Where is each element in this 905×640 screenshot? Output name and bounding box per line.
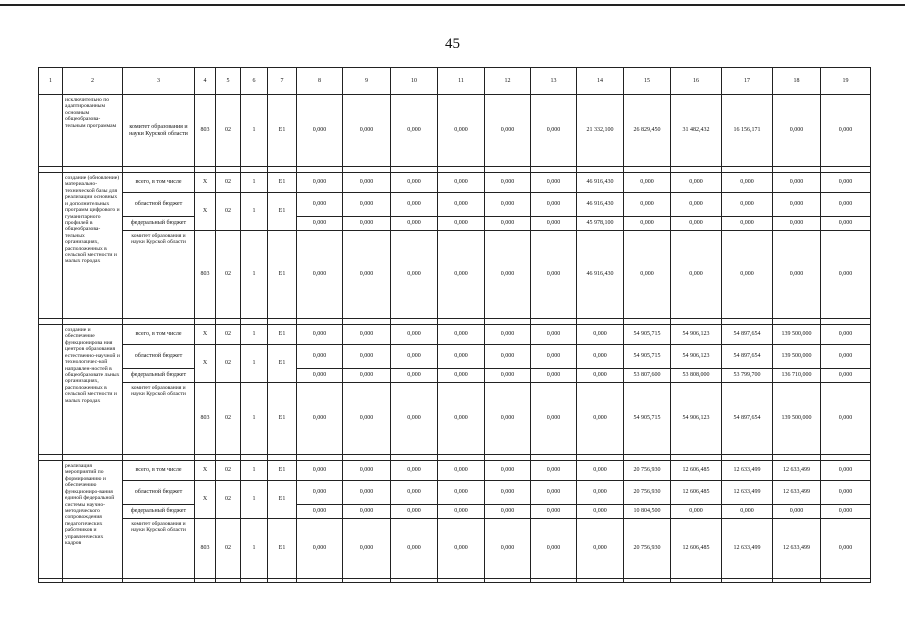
header-cell: 17 <box>722 68 773 95</box>
value-cell: 0,000 <box>485 231 531 319</box>
gap-cell <box>195 579 216 583</box>
value-cell: 0,000 <box>343 217 391 231</box>
code-cell-c7: E1 <box>268 481 297 519</box>
value-cell: 0,000 <box>671 231 722 319</box>
value-cell: 12 633,499 <box>773 519 821 579</box>
value-cell: 0,000 <box>531 383 577 455</box>
value-cell: 136 710,000 <box>773 369 821 383</box>
value-cell: 0,000 <box>485 505 531 519</box>
value-cell: 0,000 <box>531 461 577 481</box>
header-cell: 3 <box>123 68 195 95</box>
value-cell: 21 332,100 <box>577 95 624 167</box>
code-cell-c6: 1 <box>241 95 268 167</box>
value-cell: 0,000 <box>531 231 577 319</box>
value-cell: 0,000 <box>297 95 343 167</box>
value-cell: 0,000 <box>722 505 773 519</box>
value-cell: 0,000 <box>773 217 821 231</box>
code-cell-c4: X <box>195 461 216 481</box>
responsible-cell: федеральный бюджет <box>123 369 195 383</box>
table-row <box>39 217 871 231</box>
value-cell: 0,000 <box>485 345 531 369</box>
value-cell: 0,000 <box>438 217 485 231</box>
budget-table <box>38 67 871 583</box>
header-cell: 18 <box>773 68 821 95</box>
activity-name-cell: создание (обновление) материально-технической базы для реализации основных и дополнительных программ цифрового и гуманитарного профилей в общеобразова-тельных организациях, расположенных в сельской местности и малых городах <box>63 173 123 319</box>
value-cell: 0,000 <box>531 481 577 505</box>
code-cell-c7: E1 <box>268 173 297 193</box>
value-cell: 0,000 <box>722 193 773 217</box>
row-number-cell <box>39 325 63 455</box>
value-cell: 0,000 <box>391 325 438 345</box>
code-cell-c4: X <box>195 345 216 383</box>
gap-cell <box>531 579 577 583</box>
value-cell: 0,000 <box>343 345 391 369</box>
value-cell: 0,000 <box>531 369 577 383</box>
responsible-cell: федеральный бюджет <box>123 217 195 231</box>
value-cell: 0,000 <box>624 173 671 193</box>
value-cell: 0,000 <box>438 325 485 345</box>
value-cell: 0,000 <box>773 193 821 217</box>
header-cell: 2 <box>63 68 123 95</box>
value-cell: 0,000 <box>343 505 391 519</box>
value-cell: 20 756,930 <box>624 519 671 579</box>
value-cell: 0,000 <box>485 383 531 455</box>
code-cell-c6: 1 <box>241 325 268 345</box>
value-cell: 0,000 <box>577 345 624 369</box>
value-cell: 0,000 <box>577 383 624 455</box>
code-cell-c6: 1 <box>241 383 268 455</box>
code-cell-c4: 803 <box>195 519 216 579</box>
value-cell: 54 897,654 <box>722 345 773 369</box>
value-cell: 0,000 <box>531 95 577 167</box>
value-cell: 0,000 <box>391 369 438 383</box>
gap-cell <box>624 579 671 583</box>
value-cell: 139 500,000 <box>773 345 821 369</box>
value-cell: 0,000 <box>671 505 722 519</box>
value-cell: 0,000 <box>671 193 722 217</box>
value-cell: 53 799,700 <box>722 369 773 383</box>
value-cell: 12 633,499 <box>722 519 773 579</box>
value-cell: 0,000 <box>577 369 624 383</box>
value-cell: 0,000 <box>821 231 871 319</box>
value-cell: 20 756,930 <box>624 461 671 481</box>
value-cell: 0,000 <box>531 217 577 231</box>
value-cell: 0,000 <box>391 193 438 217</box>
value-cell: 0,000 <box>821 505 871 519</box>
value-cell: 12 606,485 <box>671 461 722 481</box>
value-cell: 0,000 <box>438 461 485 481</box>
value-cell: 54 905,715 <box>624 345 671 369</box>
value-cell: 0,000 <box>531 345 577 369</box>
value-cell: 0,000 <box>343 481 391 505</box>
code-cell-c7: E1 <box>268 345 297 383</box>
value-cell: 0,000 <box>297 481 343 505</box>
gap-cell <box>297 579 343 583</box>
code-cell-c7: E1 <box>268 193 297 231</box>
value-cell: 139 500,000 <box>773 383 821 455</box>
code-cell-c4: 803 <box>195 231 216 319</box>
header-cell: 6 <box>241 68 268 95</box>
value-cell: 12 633,499 <box>773 481 821 505</box>
value-cell: 0,000 <box>821 461 871 481</box>
value-cell: 54 897,654 <box>722 383 773 455</box>
code-cell-c6: 1 <box>241 345 268 383</box>
gap-cell <box>343 579 391 583</box>
value-cell: 16 156,171 <box>722 95 773 167</box>
code-cell-c5: 02 <box>216 461 241 481</box>
value-cell: 53 807,600 <box>624 369 671 383</box>
gap-cell <box>63 579 123 583</box>
responsible-cell: комитет образования и науки Курской области <box>123 231 195 319</box>
value-cell: 0,000 <box>297 461 343 481</box>
value-cell: 0,000 <box>624 193 671 217</box>
table-row <box>39 345 871 369</box>
value-cell: 0,000 <box>485 481 531 505</box>
value-cell: 0,000 <box>343 383 391 455</box>
value-cell: 0,000 <box>438 231 485 319</box>
code-cell-c5: 02 <box>216 481 241 519</box>
code-cell-c4: X <box>195 193 216 231</box>
value-cell: 31 482,432 <box>671 95 722 167</box>
value-cell: 0,000 <box>438 345 485 369</box>
value-cell: 10 804,500 <box>624 505 671 519</box>
header-cell: 1 <box>39 68 63 95</box>
value-cell: 12 606,485 <box>671 519 722 579</box>
value-cell: 0,000 <box>343 95 391 167</box>
value-cell: 0,000 <box>577 505 624 519</box>
code-cell-c6: 1 <box>241 481 268 519</box>
value-cell: 0,000 <box>438 369 485 383</box>
value-cell: 0,000 <box>297 217 343 231</box>
responsible-cell: комитет образования и науки Курской области <box>123 519 195 579</box>
value-cell: 0,000 <box>821 95 871 167</box>
activity-name-cell: реализация мероприятий по формированию и обеспечению функциониро-вания единой федеральной системы научно-методического сопровождения педагогических работников и управленческих кадров <box>63 461 123 579</box>
value-cell: 0,000 <box>438 519 485 579</box>
value-cell: 0,000 <box>391 383 438 455</box>
code-cell-c5: 02 <box>216 383 241 455</box>
value-cell: 0,000 <box>438 95 485 167</box>
value-cell: 54 905,715 <box>624 325 671 345</box>
responsible-cell: федеральный бюджет <box>123 505 195 519</box>
value-cell: 0,000 <box>722 231 773 319</box>
gap-cell <box>821 579 871 583</box>
gap-cell <box>438 579 485 583</box>
value-cell: 26 829,450 <box>624 95 671 167</box>
value-cell: 46 916,430 <box>577 173 624 193</box>
value-cell: 0,000 <box>391 217 438 231</box>
table-row <box>39 95 871 167</box>
gap-cell <box>671 579 722 583</box>
value-cell: 0,000 <box>297 369 343 383</box>
value-cell: 0,000 <box>531 325 577 345</box>
gap-cell <box>773 579 821 583</box>
table-row <box>39 461 871 481</box>
code-cell-c6: 1 <box>241 193 268 231</box>
value-cell: 0,000 <box>577 481 624 505</box>
gap-cell <box>577 579 624 583</box>
value-cell: 0,000 <box>671 173 722 193</box>
value-cell: 53 808,000 <box>671 369 722 383</box>
table-row <box>39 193 871 217</box>
value-cell: 0,000 <box>821 173 871 193</box>
table-bottom-row <box>39 579 871 583</box>
value-cell: 12 633,499 <box>722 461 773 481</box>
value-cell: 0,000 <box>297 231 343 319</box>
value-cell: 0,000 <box>297 173 343 193</box>
value-cell: 0,000 <box>297 325 343 345</box>
code-cell-c4: X <box>195 325 216 345</box>
value-cell: 0,000 <box>485 193 531 217</box>
value-cell: 0,000 <box>773 95 821 167</box>
value-cell: 139 500,000 <box>773 325 821 345</box>
code-cell-c7: E1 <box>268 95 297 167</box>
code-cell-c6: 1 <box>241 231 268 319</box>
code-cell-c4: 803 <box>195 383 216 455</box>
header-cell: 7 <box>268 68 297 95</box>
header-cell: 15 <box>624 68 671 95</box>
value-cell: 0,000 <box>531 519 577 579</box>
header-cell: 4 <box>195 68 216 95</box>
value-cell: 0,000 <box>343 519 391 579</box>
value-cell: 12 606,485 <box>671 481 722 505</box>
value-cell: 0,000 <box>773 505 821 519</box>
value-cell: 12 633,499 <box>773 461 821 481</box>
table-row <box>39 231 871 319</box>
value-cell: 0,000 <box>821 345 871 369</box>
header-cell: 19 <box>821 68 871 95</box>
header-cell: 5 <box>216 68 241 95</box>
value-cell: 0,000 <box>297 193 343 217</box>
value-cell: 0,000 <box>485 519 531 579</box>
value-cell: 0,000 <box>821 519 871 579</box>
code-cell-c7: E1 <box>268 461 297 481</box>
value-cell: 0,000 <box>773 231 821 319</box>
value-cell: 0,000 <box>624 231 671 319</box>
value-cell: 0,000 <box>531 173 577 193</box>
gap-cell <box>123 579 195 583</box>
header-cell: 16 <box>671 68 722 95</box>
responsible-cell: всего, в том числе <box>123 461 195 481</box>
header-row <box>39 68 871 95</box>
value-cell: 0,000 <box>821 369 871 383</box>
value-cell: 0,000 <box>485 461 531 481</box>
code-cell-c7: E1 <box>268 231 297 319</box>
code-cell-c5: 02 <box>216 193 241 231</box>
value-cell: 0,000 <box>485 325 531 345</box>
code-cell-c6: 1 <box>241 173 268 193</box>
header-cell: 12 <box>485 68 531 95</box>
value-cell: 0,000 <box>391 505 438 519</box>
table-row <box>39 481 871 505</box>
code-cell-c5: 02 <box>216 325 241 345</box>
code-cell-c4: X <box>195 173 216 193</box>
value-cell: 0,000 <box>297 383 343 455</box>
code-cell-c4: X <box>195 481 216 519</box>
value-cell: 0,000 <box>773 173 821 193</box>
scan-top-border <box>0 4 905 6</box>
value-cell: 54 906,123 <box>671 345 722 369</box>
value-cell: 0,000 <box>531 505 577 519</box>
value-cell: 0,000 <box>343 231 391 319</box>
code-cell-c4: 803 <box>195 95 216 167</box>
code-cell-c5: 02 <box>216 95 241 167</box>
responsible-cell: областной бюджет <box>123 193 195 217</box>
responsible-cell: всего, в том числе <box>123 173 195 193</box>
value-cell: 0,000 <box>343 193 391 217</box>
table-row <box>39 383 871 455</box>
header-cell: 13 <box>531 68 577 95</box>
value-cell: 0,000 <box>391 173 438 193</box>
value-cell: 0,000 <box>297 519 343 579</box>
value-cell: 0,000 <box>438 193 485 217</box>
activity-name-cell: исключительно по адаптированным основным общеобразова-тельным программам <box>63 95 123 167</box>
value-cell: 0,000 <box>485 369 531 383</box>
value-cell: 0,000 <box>577 461 624 481</box>
header-cell: 9 <box>343 68 391 95</box>
value-cell: 0,000 <box>485 217 531 231</box>
value-cell: 0,000 <box>722 173 773 193</box>
value-cell: 0,000 <box>671 217 722 231</box>
gap-cell <box>241 579 268 583</box>
value-cell: 0,000 <box>531 193 577 217</box>
gap-cell <box>391 579 438 583</box>
value-cell: 0,000 <box>391 95 438 167</box>
value-cell: 0,000 <box>722 217 773 231</box>
header-cell: 10 <box>391 68 438 95</box>
value-cell: 0,000 <box>821 481 871 505</box>
value-cell: 0,000 <box>343 461 391 481</box>
value-cell: 46 916,430 <box>577 193 624 217</box>
code-cell-c5: 02 <box>216 231 241 319</box>
code-cell-c5: 02 <box>216 519 241 579</box>
value-cell: 0,000 <box>485 95 531 167</box>
code-cell-c7: E1 <box>268 519 297 579</box>
code-cell-c5: 02 <box>216 345 241 383</box>
value-cell: 0,000 <box>297 505 343 519</box>
value-cell: 20 756,930 <box>624 481 671 505</box>
value-cell: 0,000 <box>391 519 438 579</box>
value-cell: 54 906,123 <box>671 383 722 455</box>
value-cell: 0,000 <box>391 461 438 481</box>
table-row <box>39 325 871 345</box>
code-cell-c5: 02 <box>216 173 241 193</box>
value-cell: 0,000 <box>438 173 485 193</box>
value-cell: 54 897,654 <box>722 325 773 345</box>
code-cell-c6: 1 <box>241 519 268 579</box>
value-cell: 0,000 <box>821 325 871 345</box>
responsible-cell: областной бюджет <box>123 345 195 369</box>
responsible-cell: комитет образования и науки Курской области <box>123 383 195 455</box>
value-cell: 0,000 <box>821 217 871 231</box>
code-cell-c7: E1 <box>268 383 297 455</box>
header-cell: 11 <box>438 68 485 95</box>
value-cell: 0,000 <box>438 383 485 455</box>
value-cell: 0,000 <box>485 173 531 193</box>
header-cell: 14 <box>577 68 624 95</box>
gap-cell <box>485 579 531 583</box>
code-cell-c7: E1 <box>268 325 297 345</box>
value-cell: 46 916,430 <box>577 231 624 319</box>
value-cell: 0,000 <box>577 519 624 579</box>
value-cell: 0,000 <box>391 345 438 369</box>
value-cell: 45 978,100 <box>577 217 624 231</box>
activity-name-cell: создание и обеспечение функционирова ния центров образования естественно-научной и технологичес-кой направлен-ностей в общеобразовате льных организациях, расположенных в сельской местности и малых городах <box>63 325 123 455</box>
table-row <box>39 519 871 579</box>
page-number: 45 <box>445 36 460 52</box>
gap-cell <box>216 579 241 583</box>
value-cell: 0,000 <box>438 505 485 519</box>
value-cell: 0,000 <box>821 383 871 455</box>
value-cell: 12 633,499 <box>722 481 773 505</box>
gap-cell <box>39 579 63 583</box>
table-row <box>39 173 871 193</box>
header-cell: 8 <box>297 68 343 95</box>
responsible-cell: областной бюджет <box>123 481 195 505</box>
gap-cell <box>722 579 773 583</box>
row-number-cell <box>39 173 63 319</box>
code-cell-c6: 1 <box>241 461 268 481</box>
table-row <box>39 369 871 383</box>
responsible-cell: всего, в том числе <box>123 325 195 345</box>
value-cell: 0,000 <box>343 325 391 345</box>
responsible-cell: комитет образования и науки Курской области <box>123 95 195 167</box>
gap-cell <box>268 579 297 583</box>
value-cell: 54 906,123 <box>671 325 722 345</box>
row-number-cell <box>39 461 63 579</box>
table-row <box>39 505 871 519</box>
row-number-cell <box>39 95 63 167</box>
value-cell: 0,000 <box>391 481 438 505</box>
value-cell: 0,000 <box>391 231 438 319</box>
value-cell: 0,000 <box>343 369 391 383</box>
value-cell: 0,000 <box>297 345 343 369</box>
value-cell: 0,000 <box>577 325 624 345</box>
value-cell: 0,000 <box>624 217 671 231</box>
value-cell: 0,000 <box>821 193 871 217</box>
value-cell: 54 905,715 <box>624 383 671 455</box>
value-cell: 0,000 <box>343 173 391 193</box>
value-cell: 0,000 <box>438 481 485 505</box>
